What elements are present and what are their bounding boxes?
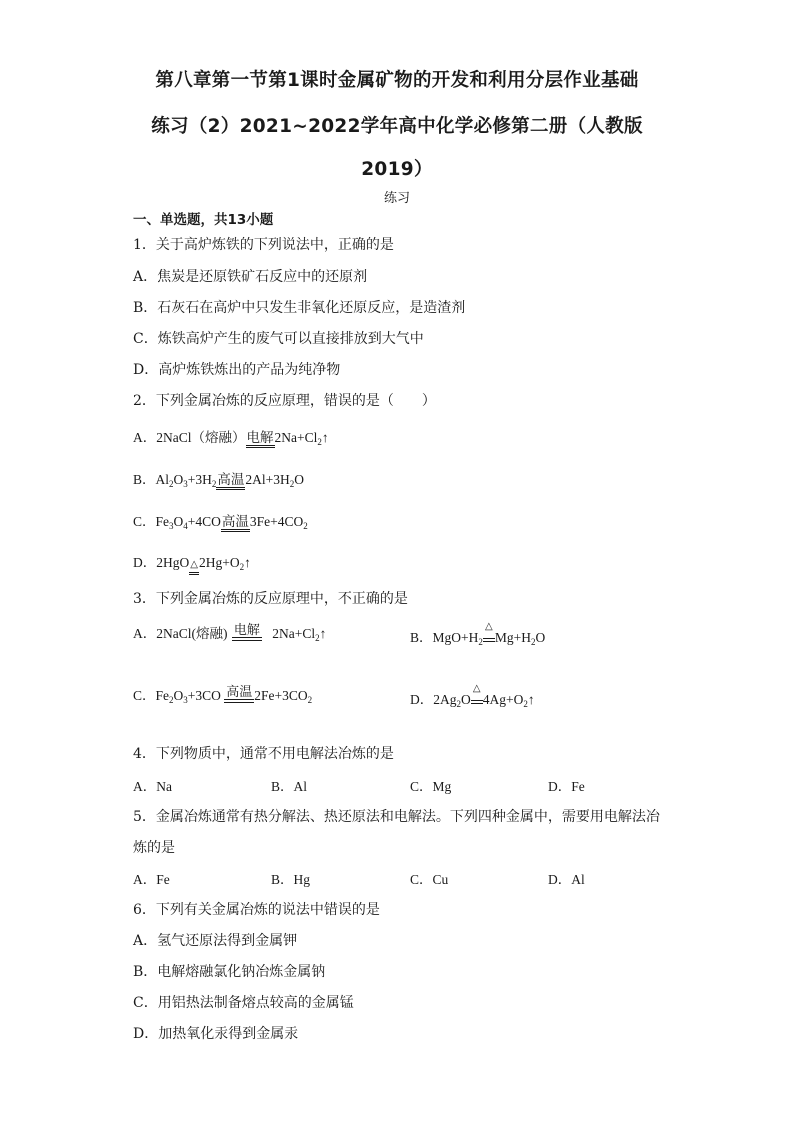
reaction-condition: 电解 (246, 431, 275, 448)
q6-option-c: C．用铝热法制备熔点较高的金属锰 (133, 995, 354, 1011)
q4-option-b: B．Al (271, 779, 308, 794)
q2-option-c: C．$Fe_3O_4+4CO$高温$3Fe+4CO_2$ (133, 514, 308, 531)
q6-option-b: B．电解熔融氯化钠冶炼金属钠 (133, 964, 326, 980)
q4-option-c: C．Mg (410, 779, 452, 794)
q4-stem: 4．下列物质中，通常不用电解法冶炼的是 (133, 746, 394, 762)
q5-option-a: A．Fe (133, 872, 170, 887)
q1-stem: 1．关于高炉炼铁的下列说法中，正确的是 (133, 237, 394, 253)
q3-option-c: C．$Fe_2O_3+3CO$ 高温 $2Fe+3CO_2$ (133, 684, 313, 705)
q4-option-d: D．Fe (548, 779, 585, 794)
q2-option-a: A．2NaCl（熔融）电解$2Na+Cl_2↑$ (133, 430, 329, 447)
q1-option-c: C．炼铁高炉产生的废气可以直接排放到大气中 (133, 331, 424, 347)
q5-stem-line-1: 5．金属冶炼通常有热分解法、热还原法和电解法。下列四种金属中，需要用电解法冶 (133, 809, 660, 825)
title-line-3: 2019） (361, 159, 433, 180)
q6-option-d: D．加热氧化汞得到金属汞 (133, 1026, 299, 1042)
q5-option-c: C．Cu (410, 872, 449, 887)
reaction-condition: 高温 (221, 515, 250, 532)
q2-option-b: B．$Al_2O_3+3H_2$高温$2Al+3H_2O$ (133, 472, 305, 489)
q3-option-d: D．$2Ag_2O$ △ $4Ag+O_2↑$ (410, 683, 535, 709)
section-heading: 一、单选题，共13小题 (133, 212, 274, 228)
q2-option-d: D．$2HgO\triangle 2Hg+O_2↑$ (133, 551, 251, 575)
q5-option-d: D．Al (548, 872, 585, 887)
reaction-condition: 电解 (232, 623, 262, 641)
q1-option-d: D．高炉炼铁炼出的产品为纯净物 (133, 362, 341, 378)
q6-stem: 6．下列有关金属冶炼的说法中错误的是 (133, 902, 380, 918)
heat-symbol: △ (483, 630, 495, 642)
title-line-2: 练习（2）2021~2022学年高中化学必修第二册（人教版 (151, 116, 643, 137)
q3-option-b: B．$MgO+H_2$ △ $Mg+H_2O$ (410, 621, 546, 647)
q6-option-a: A．氢气还原法得到金属钾 (133, 933, 298, 949)
q5-option-b: B．Hg (271, 872, 311, 887)
reaction-condition: 高温 (224, 685, 254, 703)
q3-option-a: A．2NaCl(熔融) 电解 $2Na+Cl_2↑$ (133, 622, 327, 643)
subtitle: 练习 (383, 191, 410, 206)
q3-stem: 3．下列金属冶炼的反应原理中，不正确的是 (133, 591, 408, 607)
q5-stem-line-2: 炼的是 (133, 840, 175, 856)
q2-stem: 2．下列金属冶炼的反应原理，错误的是（ ） (133, 393, 436, 409)
title-line-1: 第八章第一节第1课时金属矿物的开发和利用分层作业基础 (155, 70, 639, 91)
q1-option-b: B．石灰石在高炉中只发生非氧化还原反应，是造渣剂 (133, 300, 466, 316)
heat-symbol: △ (471, 692, 483, 704)
reaction-condition: 高温 (216, 473, 245, 490)
q1-option-a: A．焦炭是还原铁矿石反应中的还原剂 (133, 269, 368, 285)
q4-option-a: A．Na (133, 779, 172, 794)
heat-symbol: △ (189, 558, 199, 575)
